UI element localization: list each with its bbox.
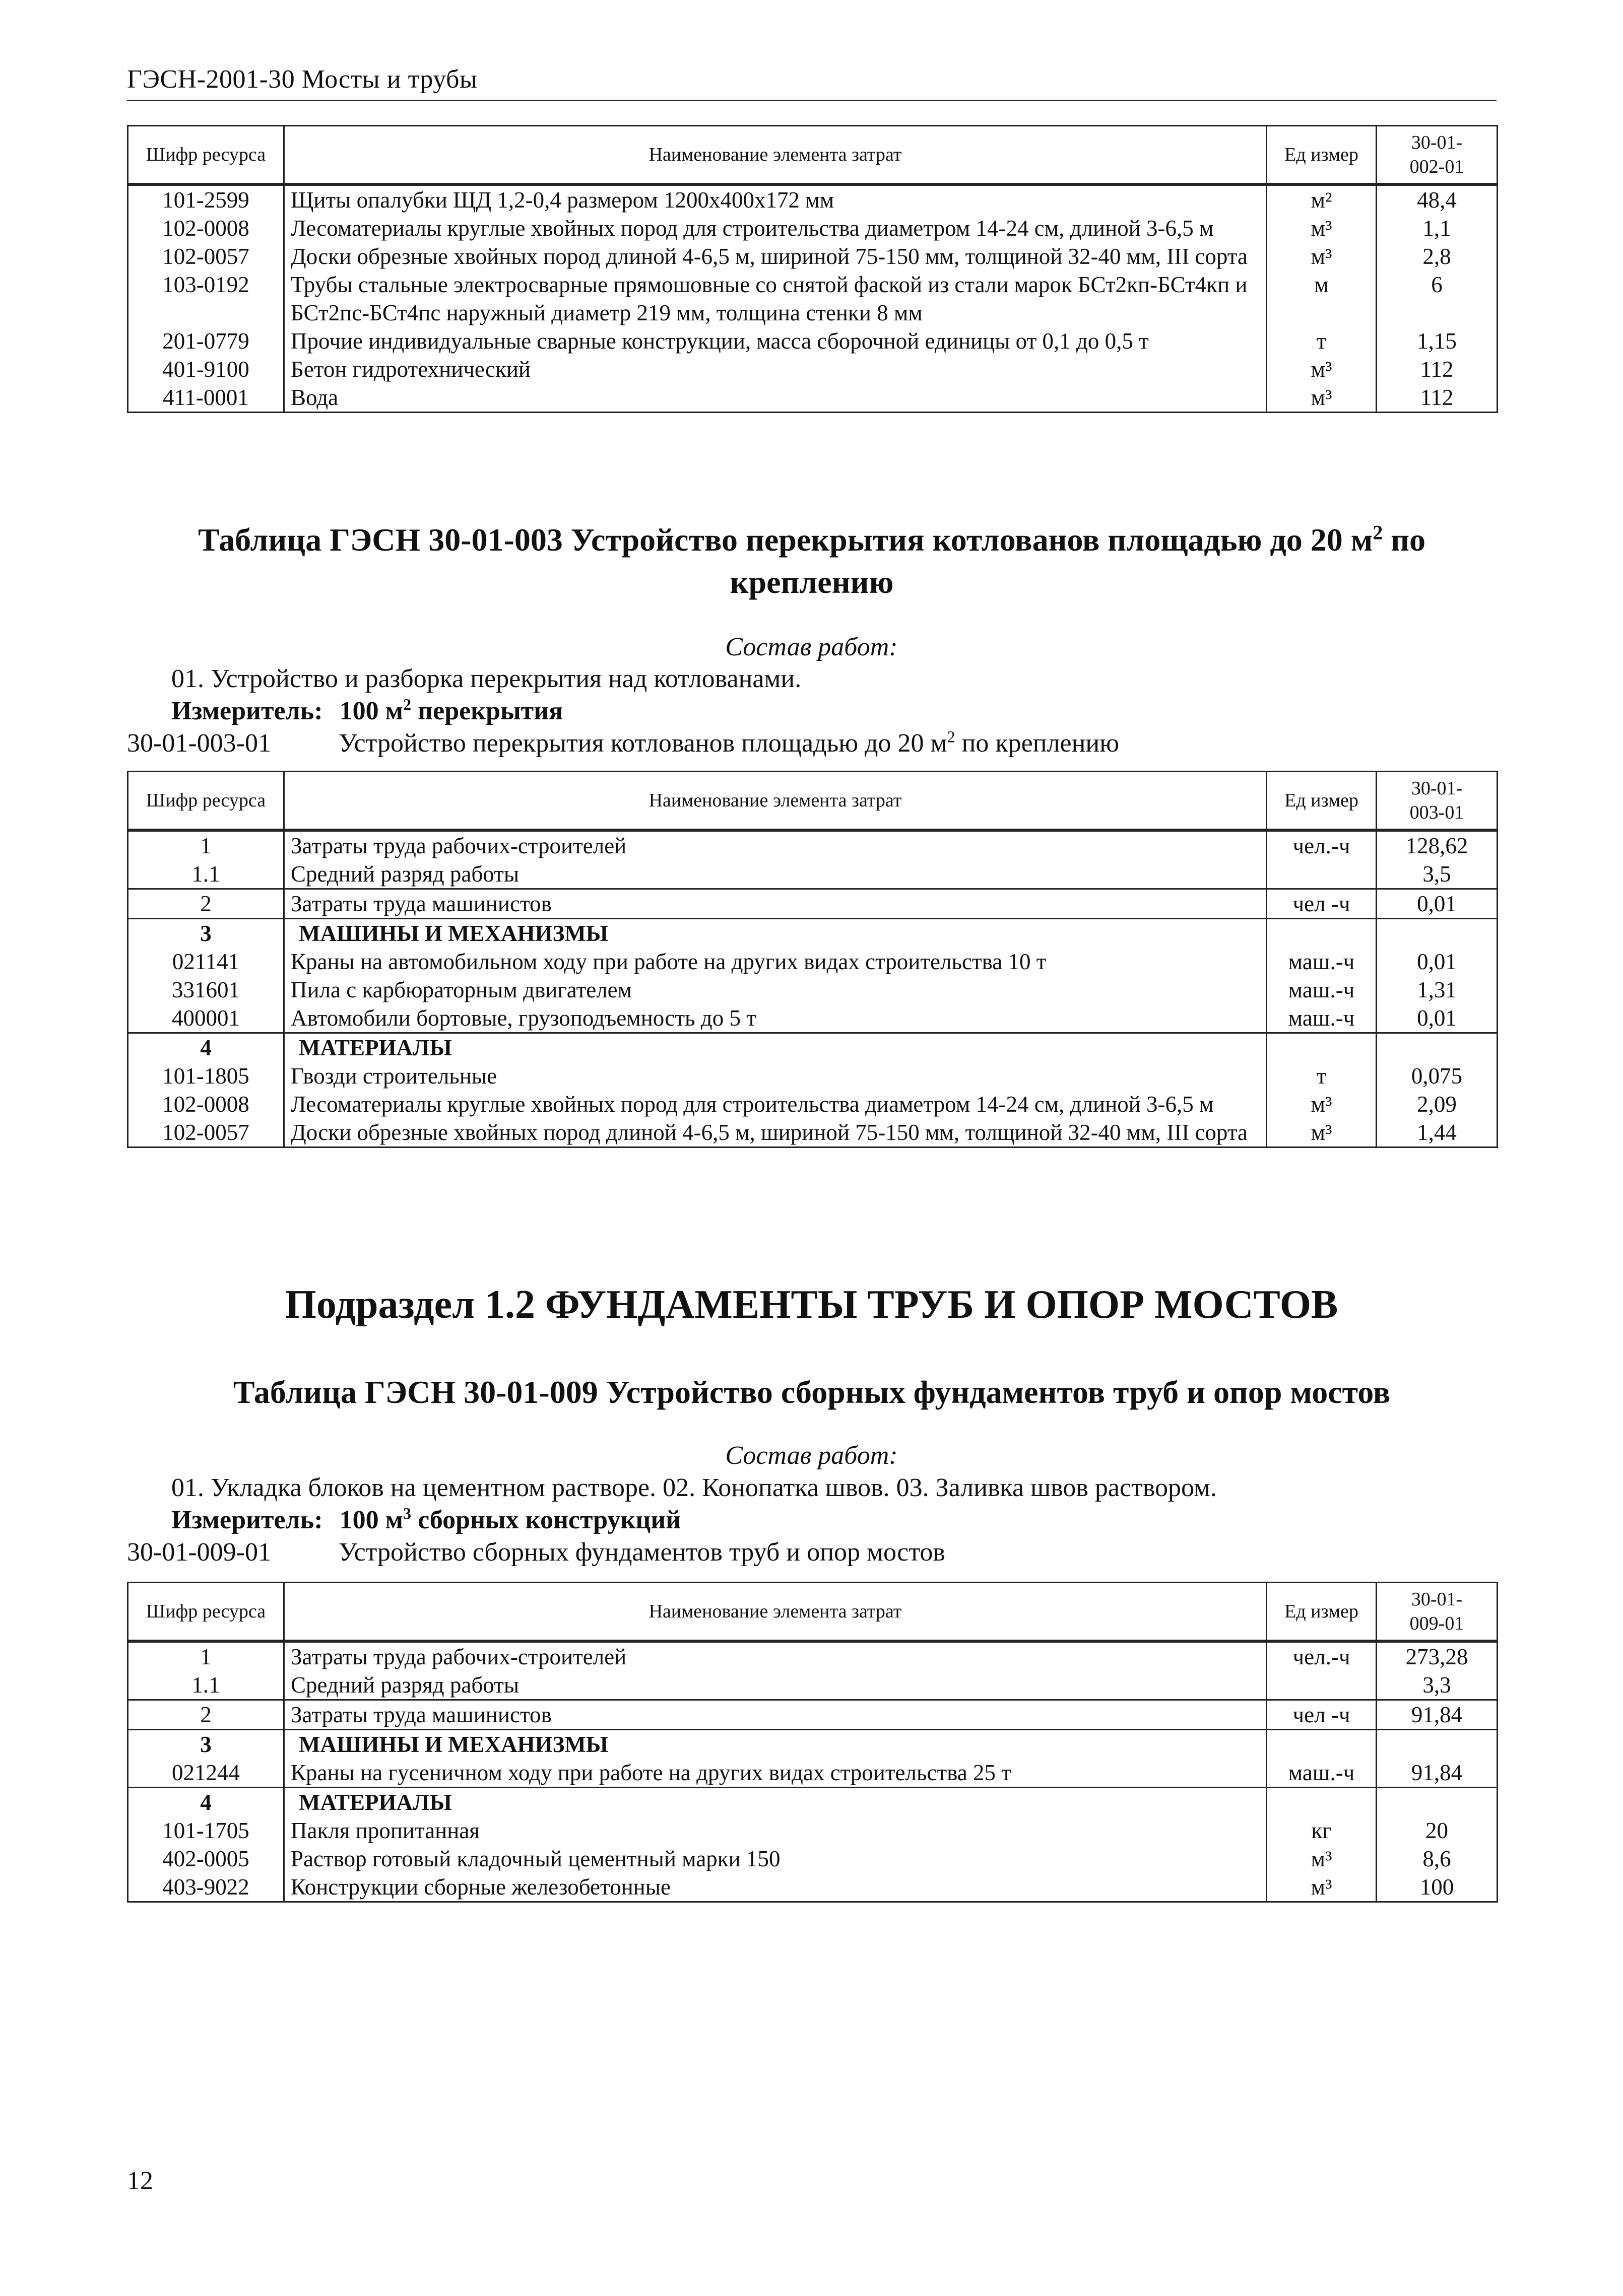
resource-name: Доски обрезные хвойных пород длиной 4-6,5 м, шириной 75-150 мм, толщиной 32-40 мм, III сорта [284, 1118, 1267, 1147]
resource-name: Краны на гусеничном ходу при работе на других видах строительства 25 т [284, 1759, 1267, 1788]
table-row [128, 383, 1498, 413]
sostav-label-003: Состав работ: [725, 633, 898, 661]
table-row [128, 919, 1498, 948]
resource-unit: м² [1267, 184, 1377, 214]
resource-name: Автомобили бортовые, грузоподъемность до 5 т [284, 1004, 1267, 1033]
resource-code: 102-0008 [128, 214, 284, 242]
resource-code: 102-0008 [128, 1090, 284, 1118]
resource-unit [1267, 1788, 1377, 1817]
col-header-unit: Ед измер [1267, 1583, 1377, 1642]
resource-value [1377, 1033, 1498, 1062]
resource-unit: маш.-ч [1267, 1759, 1377, 1788]
resource-name: Гвозди строительные [284, 1062, 1267, 1090]
resource-name: Средний разряд работы [284, 1671, 1267, 1700]
table-row [128, 1118, 1498, 1147]
resource-name: Затраты труда рабочих-строителей [284, 1641, 1267, 1671]
norm-line-003 [127, 728, 1119, 758]
resource-value: 273,28 [1377, 1641, 1498, 1671]
col-header-name: Наименование элемента затрат [284, 1583, 1267, 1642]
measure-label-003: Измеритель: [171, 697, 323, 725]
resource-value: 91,84 [1377, 1759, 1498, 1788]
table-row [128, 1090, 1498, 1118]
resource-code: 4 [128, 1788, 284, 1817]
table-row [128, 948, 1498, 976]
norm-code-009: 30-01-009-01 [127, 1538, 271, 1567]
resource-code: 101-2599 [128, 184, 284, 214]
table-row [128, 889, 1498, 919]
resource-code: 403-9022 [128, 1873, 284, 1902]
measure-rest-009: сборных конструкций [411, 1506, 681, 1534]
resource-name: Краны на автомобильном ходу при работе на других видах строительства 10 т [284, 948, 1267, 976]
resource-value: 100 [1377, 1873, 1498, 1902]
table-row [128, 271, 1498, 327]
resource-value: 1,31 [1377, 976, 1498, 1004]
resource-value: 0,01 [1377, 889, 1498, 919]
col-header-name: Наименование элемента затрат [284, 772, 1267, 831]
col-header-norm [1377, 126, 1498, 185]
subsection-title: Подраздел 1.2 ФУНДАМЕНТЫ ТРУБ И ОПОР МОСТОВ [285, 1282, 1338, 1327]
col-header-norm [1377, 772, 1498, 831]
measure-label-009: Измеритель: [171, 1506, 323, 1534]
col-header-code: Шифр ресурса [128, 1583, 284, 1642]
resource-value: 1,15 [1377, 327, 1498, 355]
norm-line-009 [127, 1537, 945, 1567]
col-header-name: Наименование элемента затрат [284, 126, 1267, 185]
table-title-003-part1: Таблица ГЭСН 30-01-003 Устройство перекрытия котлованов площадью до 20 м [198, 522, 1373, 558]
table-title-003-line2: креплению [730, 564, 894, 600]
header-rule [127, 100, 1497, 101]
resource-name: Пила с карбюраторным двигателем [284, 976, 1267, 1004]
table-row [128, 1700, 1498, 1730]
resource-code: 1.1 [128, 860, 284, 889]
table-title-009: Таблица ГЭСН 30-01-009 Устройство сборных фундаментов труб и опор мостов [233, 1374, 1391, 1410]
resource-value: 91,84 [1377, 1700, 1498, 1730]
table-row [128, 1671, 1498, 1700]
resource-value: 1,1 [1377, 214, 1498, 242]
resource-code: 2 [128, 1700, 284, 1730]
resource-value: 48,4 [1377, 184, 1498, 214]
resource-code: 101-1705 [128, 1816, 284, 1845]
resource-code: 103-0192 [128, 271, 284, 327]
resource-name: Щиты опалубки ЩД 1,2-0,4 размером 1200x400x172 мм [284, 184, 1267, 214]
running-head: ГЭСН-2001-30 Мосты и трубы [127, 65, 478, 94]
norm-code-header: 30-01-003-01 [1409, 778, 1464, 823]
table-row [128, 184, 1498, 214]
table-title-003-part2: по [1383, 522, 1426, 558]
table-row [128, 1845, 1498, 1873]
resource-unit [1267, 1033, 1377, 1062]
resource-code: 401-9100 [128, 355, 284, 383]
resource-unit: м [1267, 271, 1377, 327]
table-title-003 [127, 519, 1497, 603]
resource-unit: маш.-ч [1267, 1004, 1377, 1033]
resource-value: 0,01 [1377, 948, 1498, 976]
resource-name: Прочие индивидуальные сварные конструкции, масса сборочной единицы от 0,1 до 0,5 т [284, 327, 1267, 355]
norm-text-009: Устройство сборных фундаментов труб и опор мостов [339, 1538, 945, 1567]
resource-value [1377, 1730, 1498, 1759]
resource-unit: чел.-ч [1267, 1641, 1377, 1671]
resource-value: 112 [1377, 383, 1498, 413]
resource-code: 1 [128, 830, 284, 860]
measure-rest-003: перекрытия [411, 697, 563, 725]
resource-name: Раствор готовый кладочный цементный марки 150 [284, 1845, 1267, 1873]
resource-unit: м³ [1267, 242, 1377, 271]
resource-unit [1267, 919, 1377, 948]
resource-unit: м³ [1267, 1118, 1377, 1147]
table-row [128, 1788, 1498, 1817]
measure-003 [171, 696, 563, 726]
resource-code: 021244 [128, 1759, 284, 1788]
resource-value: 112 [1377, 355, 1498, 383]
resource-value: 6 [1377, 271, 1498, 327]
resource-code: 411-0001 [128, 383, 284, 413]
resource-code: 402-0005 [128, 1845, 284, 1873]
resource-value: 3,5 [1377, 860, 1498, 889]
measure-sup-009: 3 [403, 1504, 412, 1523]
resource-unit: маш.-ч [1267, 948, 1377, 976]
table-title-003-sup: 2 [1373, 521, 1383, 544]
measure-sup-003: 2 [403, 695, 412, 714]
col-header-code: Шифр ресурса [128, 126, 284, 185]
resource-code: 4 [128, 1033, 284, 1062]
resource-code: 400001 [128, 1004, 284, 1033]
section-heading: МАШИНЫ И МЕХАНИЗМЫ [284, 919, 1267, 948]
resource-unit: м³ [1267, 214, 1377, 242]
resource-name: Трубы стальные электросварные прямошовные со снятой фаской из стали марок БСт2кп-БСт4кп и БСт2пс-БСт4пс наружный диаметр 219 мм, толщина стенки 8 мм [284, 271, 1267, 327]
table-row [128, 1004, 1498, 1033]
table-row [128, 327, 1498, 355]
norm-code-header: 30-01-002-01 [1409, 132, 1464, 177]
resource-table-009 [127, 1582, 1498, 1903]
resource-value: 2,09 [1377, 1090, 1498, 1118]
section-heading: МАТЕРИАЛЫ [284, 1033, 1267, 1062]
work-list-003: 01. Устройство и разборка перекрытия над котлованами. [171, 664, 802, 693]
col-header-norm [1377, 1583, 1498, 1642]
resource-code: 1.1 [128, 1671, 284, 1700]
resource-name: Затраты труда машинистов [284, 1700, 1267, 1730]
table-row [128, 1759, 1498, 1788]
table-row [128, 1873, 1498, 1902]
resource-name: Доски обрезные хвойных пород длиной 4-6,5 м, шириной 75-150 мм, толщиной 32-40 мм, III сорта [284, 242, 1267, 271]
resource-value: 2,8 [1377, 242, 1498, 271]
resource-unit: м³ [1267, 383, 1377, 413]
norm-text-003b: по креплению [955, 729, 1120, 758]
resource-value: 3,3 [1377, 1671, 1498, 1700]
resource-unit: м³ [1267, 1845, 1377, 1873]
resource-code: 331601 [128, 976, 284, 1004]
norm-text-003a: Устройство перекрытия котлованов площадью до 20 м [339, 729, 947, 758]
resource-code: 021141 [128, 948, 284, 976]
resource-name: Конструкции сборные железобетонные [284, 1873, 1267, 1902]
measure-value-003: 100 м [339, 697, 404, 725]
resource-table-002 [127, 125, 1498, 413]
measure-value-009: 100 м [339, 1506, 404, 1534]
section-heading: МАШИНЫ И МЕХАНИЗМЫ [284, 1730, 1267, 1759]
table-row [128, 355, 1498, 383]
resource-value: 20 [1377, 1816, 1498, 1845]
resource-code: 3 [128, 1730, 284, 1759]
resource-code: 3 [128, 919, 284, 948]
table-row [128, 860, 1498, 889]
resource-value: 128,62 [1377, 830, 1498, 860]
norm-sup-003: 2 [947, 727, 955, 746]
section-heading: МАТЕРИАЛЫ [284, 1788, 1267, 1817]
resource-value: 0,075 [1377, 1062, 1498, 1090]
table-row [128, 1641, 1498, 1671]
resource-code: 102-0057 [128, 242, 284, 271]
resource-unit: маш.-ч [1267, 976, 1377, 1004]
resource-unit: м³ [1267, 355, 1377, 383]
resource-unit: т [1267, 327, 1377, 355]
resource-name: Пакля пропитанная [284, 1816, 1267, 1845]
table-row [128, 1816, 1498, 1845]
col-header-code: Шифр ресурса [128, 772, 284, 831]
resource-unit [1267, 860, 1377, 889]
page-number: 12 [127, 2167, 153, 2195]
norm-code-header: 30-01-009-01 [1409, 1589, 1464, 1634]
resource-unit: чел -ч [1267, 889, 1377, 919]
resource-value: 8,6 [1377, 1845, 1498, 1873]
resource-name: Затраты труда машинистов [284, 889, 1267, 919]
resource-name: Средний разряд работы [284, 860, 1267, 889]
resource-code: 201-0779 [128, 327, 284, 355]
resource-code: 1 [128, 1641, 284, 1671]
table-row [128, 976, 1498, 1004]
resource-code: 101-1805 [128, 1062, 284, 1090]
measure-009 [171, 1505, 681, 1535]
resource-code: 102-0057 [128, 1118, 284, 1147]
table-row [128, 214, 1498, 242]
norm-code-003: 30-01-003-01 [127, 729, 271, 758]
resource-unit: кг [1267, 1816, 1377, 1845]
col-header-unit: Ед измер [1267, 126, 1377, 185]
resource-name: Вода [284, 383, 1267, 413]
resource-value: 0,01 [1377, 1004, 1498, 1033]
sostav-label-009: Состав работ: [725, 1441, 898, 1470]
resource-unit [1267, 1671, 1377, 1700]
table-row [128, 1062, 1498, 1090]
resource-value [1377, 1788, 1498, 1817]
table-row [128, 242, 1498, 271]
table-row [128, 1033, 1498, 1062]
resource-unit: м³ [1267, 1873, 1377, 1902]
col-header-unit: Ед измер [1267, 772, 1377, 831]
table-row [128, 830, 1498, 860]
resource-table-003 [127, 771, 1498, 1148]
resource-unit: м³ [1267, 1090, 1377, 1118]
resource-name: Лесоматериалы круглые хвойных пород для строительства диаметром 14-24 см, длиной 3-6,5 м [284, 1090, 1267, 1118]
resource-value [1377, 919, 1498, 948]
resource-value: 1,44 [1377, 1118, 1498, 1147]
table-row [128, 1730, 1498, 1759]
resource-name: Бетон гидротехнический [284, 355, 1267, 383]
resource-name: Лесоматериалы круглые хвойных пород для строительства диаметром 14-24 см, длиной 3-6,5 м [284, 214, 1267, 242]
resource-unit: чел -ч [1267, 1700, 1377, 1730]
resource-unit: т [1267, 1062, 1377, 1090]
resource-unit: чел.-ч [1267, 830, 1377, 860]
work-list-009: 01. Укладка блоков на цементном растворе. 02. Конопатка швов. 03. Заливка швов раствором. [171, 1473, 1217, 1502]
resource-unit [1267, 1730, 1377, 1759]
resource-code: 2 [128, 889, 284, 919]
resource-name: Затраты труда рабочих-строителей [284, 830, 1267, 860]
